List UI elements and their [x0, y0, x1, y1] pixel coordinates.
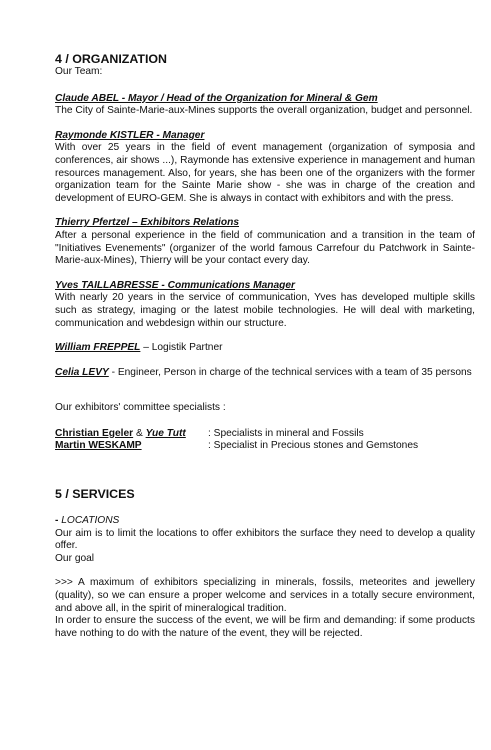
member-abel	[55, 93, 475, 118]
member-name: Yves TAILLABRESSE - Communications Manager	[55, 279, 296, 291]
member-text: – Logistik Partner	[140, 342, 223, 354]
member-taillabresse	[55, 280, 475, 330]
member-name: William FREPPEL	[55, 342, 141, 354]
member-name: Celia LEVY	[55, 366, 109, 378]
member-freppel	[55, 342, 475, 355]
member-levy	[55, 367, 475, 380]
member-name: Thierry Pfertzel – Exhibitors Relations	[55, 217, 239, 229]
member-text: - Engineer, Person in charge of the technical services with a team of 35 persons	[108, 366, 472, 378]
services-heading: 5 / SERVICES	[55, 487, 135, 502]
specialist-amp: &	[133, 427, 146, 439]
locations-dash: -	[55, 515, 62, 527]
member-text: With over 25 years in the field of event management (organization of symposia and conferences, air shows ...), Raymonde has extensive experience in management and human resources management. Also, for years, she has been one of the organizers with the former organization team for the Sainte Marie show - she was in charge of the creation and development of EURO-GEM. She is always in contact with exhibitors and with the press.	[55, 142, 475, 204]
member-text: The City of Sainte-Marie-aux-Mines supports the overall organization, budget and personnel.	[55, 105, 473, 117]
specialist-role: : Specialist in Precious stones and Gemstones	[208, 440, 419, 452]
aim-text: Our aim is to limit the locations to offer exhibitors the surface they need to develop a quality offer.	[55, 527, 475, 552]
locations-label: LOCATIONS	[61, 515, 120, 527]
member-text: With nearly 20 years in the service of communication, Yves has developed multiple skills such as strategy, imaging or the latest mobile technologies. He will deal with marketing, communication and webdesign within our structure.	[55, 292, 475, 329]
team-intro: Our Team:	[55, 66, 103, 77]
goal-label: Our goal	[55, 552, 95, 564]
member-text: After a personal experience in the field of communication and a transition in the team of "Initiatives Evenements" (organizer of the world famous Carrefour du Patchwork in Sainte-Marie-aux-Mines), Thierry will be your contact every day.	[55, 229, 475, 267]
goal-text: >>> A maximum of exhibitors specializing in minerals, fossils, meteorites and jewellery (quality), so we can ensure a proper welcome and services in a totally secure environment, and above all, in the spirit of mineralogical tradition.	[55, 577, 475, 614]
member-name: Claude ABEL - Mayor / Head of the Organization for Mineral & Gem	[55, 92, 378, 104]
goal-block	[55, 577, 475, 640]
specialist-row	[55, 428, 475, 441]
specialist-name: Christian Egeler	[55, 427, 134, 439]
document-page	[55, 52, 475, 640]
ensure-text: In order to ensure the success of the event, we will be firm and demanding: if some products have nothing to do with the nature of the event, they will be rejected.	[55, 615, 475, 639]
specialist-name: Yue Tutt	[145, 427, 186, 439]
member-name: Raymonde KISTLER - Manager	[55, 129, 205, 141]
specialist-row	[55, 440, 475, 453]
committee-intro: Our exhibitors' committee specialists :	[55, 402, 226, 414]
member-pfertzel	[55, 217, 475, 267]
member-kistler	[55, 130, 475, 206]
specialist-name: Martin WESKAMP	[55, 440, 142, 452]
committee-block	[55, 402, 475, 415]
specialist-role: : Specialists in mineral and Fossils	[208, 427, 364, 439]
locations-block	[55, 515, 475, 565]
specialists-list	[55, 428, 475, 453]
organization-heading: 4 / ORGANIZATION	[55, 52, 167, 66]
